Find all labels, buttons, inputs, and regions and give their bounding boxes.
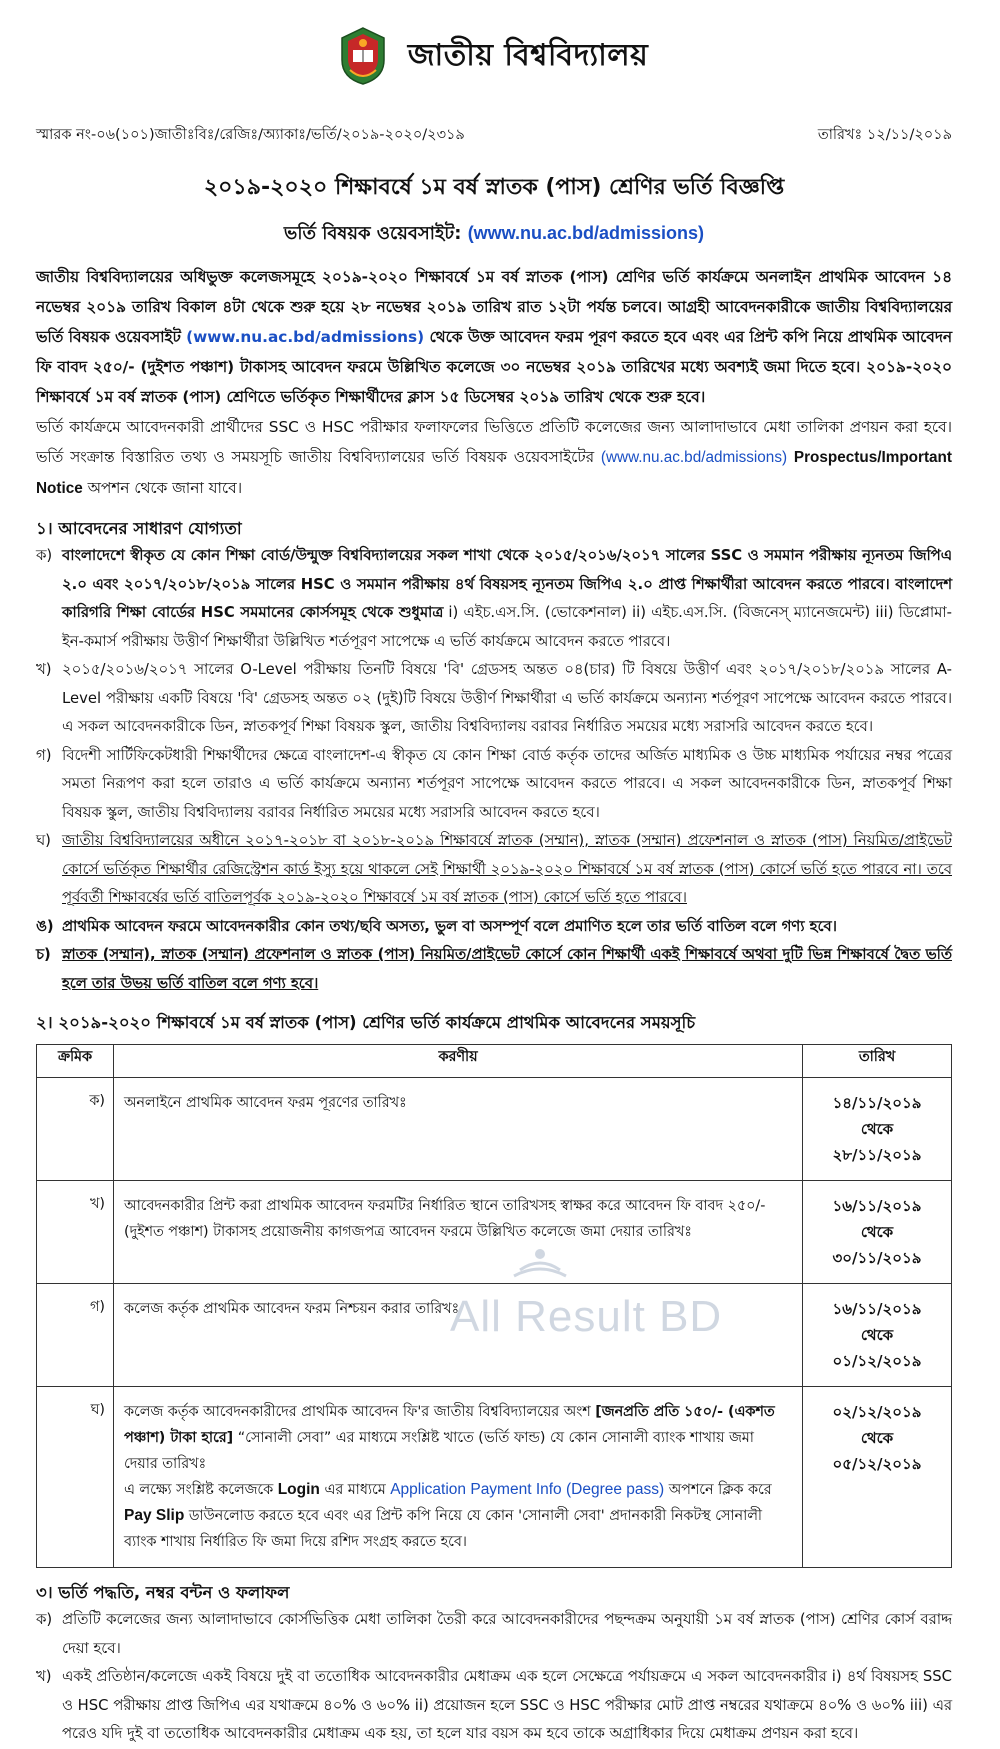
row-index: গ) [37, 1284, 114, 1387]
prospectus-label: Prospectus/Important Notice [36, 449, 952, 497]
notice-title: ২০১৯-২০২০ শিক্ষাবর্ষে ১ম বর্ষ স্নাতক (পাস) শ্রেণির ভর্তি বিজ্ঞপ্তি [203, 175, 785, 200]
end-date: ০৫/১২/২০১৯ [832, 1455, 922, 1473]
row-description: কলেজ কর্তৃক প্রাথমিক আবেদন ফরম নিশ্চয়ন করার তারিখঃ [114, 1284, 803, 1387]
pay-slip-label: Pay Slip [124, 1507, 185, 1524]
website-label: ভর্তি বিষয়ক ওয়েবসাইট: [283, 223, 462, 244]
end-date: ০১/১২/২০১৯ [832, 1352, 922, 1370]
date-separator: থেকে [860, 1120, 894, 1138]
university-logo-icon [340, 26, 386, 86]
login-label: Login [277, 1481, 320, 1498]
intro-text-1: জাতীয় বিশ্ববিদ্যালয়ের অধিভুক্ত কলেজসমূহে ২০১৯-২০২০ শিক্ষাবর্ষে ১ম বর্ষ স্নাতক (পাস) শ্রেণির ভর্তি কার্যক্রমে অনলাইন প্রাথমিক আবেদন ১৪ নভেম্বর ২০১৯ তারিখ বিকাল ৪টা থেকে শুরু হয়ে ২৮ নভেম্বর ২০১৯ তারিখ রাত ১২টা পর্যন্ত চলবে। আগ্রহী আবেদনকারীকে জাতীয় বিশ্ববিদ্যালয়ের ভর্তি বিষয়ক ওয়েবসাইট [36, 268, 952, 346]
item-bold-text: বাংলাদেশে স্বীকৃত যে কোন শিক্ষা বোর্ড/উন্মুক্ত বিশ্ববিদ্যালয়ের সকল শাখা থেকে ২০১৫/২০১৬/২০১৭ সালের SSC ও সমমান পরীক্ষায় ন্যূনতম জিপিএ ২.০ এবং ২০১৭/২০১৮/২০১৯ সালের HSC ও সমমান পরীক্ষায় ৪র্থ বিষয়সহ ন্যূনতম জিপিএ ২.০ প্রাপ্ত শিক্ষার্থীরা আবেদন করতে পারবে। বাংলাদেশ কারিগরি শিক্ষা বোর্ডের HSC সমমানের কোর্সসমূহ থেকে শুধুমাত্র [62, 547, 952, 621]
end-date: ৩০/১১/২০১৯ [832, 1249, 922, 1267]
end-date: ২৮/১১/২০১৯ [832, 1146, 922, 1164]
watermark-text: All Result BD [450, 1292, 723, 1341]
eligibility-item [36, 941, 952, 998]
method-item [36, 1663, 952, 1749]
start-date: ১৪/১১/২০১৯ [832, 1094, 922, 1112]
item-label: চ) [36, 946, 51, 963]
row-date [803, 1181, 952, 1284]
memo-date: তারিখঃ ১২/১১/২০১৯ [817, 127, 952, 143]
item-label: গ) [36, 746, 52, 764]
intro-link-1[interactable]: (www.nu.ac.bd/admissions) [186, 328, 425, 346]
item-text: প্রাথমিক আবেদন ফরমে আবেদনকারীর কোন তথ্য/ছবি অসত্য, ভুল বা অসম্পূর্ণ বলে প্রমাণিত হলে তার ভর্তি বাতিল বলে গণ্য হবে। [62, 917, 837, 935]
table-row [37, 1181, 952, 1284]
row-date [803, 1387, 952, 1568]
method-item [36, 1606, 952, 1663]
item-text: বিদেশী সার্টিফিকেটধারী শিক্ষার্থীদের ক্ষেত্রে বাংলাদেশ-এ স্বীকৃত যে কোন শিক্ষা বোর্ড কর্তৃক তাদের অর্জিত মাধ্যমিক ও উচ্চ মাধ্যমিক পর্যায়ের নম্বর পত্রের সমতা নিরূপণ করা হলে তারাও এ ভর্তি কার্যক্রমে অন্যান্য শর্তপূরণ সাপেক্ষে আবেদন করতে পারবে। এ সকল আবেদনকারীকে ডিন, স্নাতকপূর্ব শিক্ষা বিষয়ক স্কুল, জাতীয় বিশ্ববিদ্যালয় বরাবর নির্ধারিত সময়ের মধ্যে সরাসরি আবেদন করতে হবে। [62, 746, 952, 821]
intro-text-2: ভর্তি কার্যক্রমে আবেদনকারী প্রার্থীদের SSC ও HSC পরীক্ষার ফলাফলের ভিত্তিতে প্রতিটি কলেজের জন্য আলাদাভাবে মেধা তালিকা প্রণয়ন করা হবে। ভর্তি সংক্রান্ত বিস্তারিত তথ্য ও সময়সূচি জাতীয় বিশ্ববিদ্যালয়ের ভর্তি বিষয়ক ওয়েবসাইটের [36, 418, 952, 466]
table-row [37, 1387, 952, 1568]
row-index: খ) [37, 1181, 114, 1284]
row-index: ক) [37, 1078, 114, 1181]
item-text: ২০১৫/২০১৬/২০১৭ সালের O-Level পরীক্ষায় তিনটি বিষয়ে 'বি' গ্রেডসহ অন্তত ০৪(চার) টি বিষয়ে উত্তীর্ণ এবং ২০১৭/২০১৮/২০১৯ সালের A-Level পরীক্ষায় একটি বিষয়ে 'বি' গ্রেডসহ অন্তত ০২ (দুই)টি বিষয়ে উত্তীর্ণ শিক্ষার্থীরা এ ভর্তি কার্যক্রমে অন্যান্য শর্তপূরণ সাপেক্ষে আবেদন করতে পারবে। এ সকল আবেদনকারীকে ডিন, স্নাতকপূর্ব শিক্ষা বিষয়ক স্কুল, জাতীয় বিশ্ববিদ্যালয় বরাবর নির্ধারিত সময়ের মধ্যে সরাসরি আবেদন করতে হবে। [62, 661, 952, 735]
item-text: জাতীয় বিশ্ববিদ্যালয়ের অধীনে ২০১৭-২০১৮ বা ২০১৮-২০১৯ শিক্ষাবর্ষে স্নাতক (সম্মান), স্নাতক (সম্মান) প্রফেশনাল ও স্নাতক (পাস) নিয়মিত/প্রাইভেট কোর্সে ভর্তিকৃত শিক্ষার্থীর রেজিস্ট্রেশন কার্ড ইস্যু হয়ে থাকলে সেই শিক্ষার্থী ২০১৯-২০২০ শিক্ষাবর্ষে ১ম বর্ষ স্নাতক (পাস) কোর্সে ভর্তি হতে পারবে না। তবে পূর্ববর্তী শিক্ষাবর্ষের ভর্তি বাতিলপূর্বক ২০১৯-২০২০ শিক্ষাবর্ষে ১ম বর্ষ স্নাতক (পাস) কোর্সে ভর্তি হতে পারবে। [62, 832, 952, 906]
eligibility-item [36, 542, 952, 656]
item-text [62, 542, 952, 656]
row-description: আবেদনকারীর প্রিন্ট করা প্রাথমিক আবেদন ফরমটির নির্ধারিত স্থানে তারিখসহ স্বাক্ষর করে আবেদন ফি বাবদ ২৫০/- (দুইশত পঞ্চাশ) টাকাসহ প্রয়োজনীয় কাগজপত্র আবেদন ফরমে উল্লিখিত কলেজে জমা দেয়ার তারিখঃ [114, 1181, 803, 1284]
intro-text-1b: থেকে উক্ত আবেদন ফরম পূরণ করতে হবে এবং এর প্রিন্ট কপি নিয়ে প্রাথমিক আবেদন ফি বাবদ ২৫০/- (দুইশত পঞ্চাশ) টাকাসহ আবেদন ফরমে উল্লিখিত কলেজে ৩০ নভেম্বর ২০১৯ তারিখের মধ্যে অবশ্যই জমা দিতে হবে। ২০১৯-২০২০ শিক্ষাবর্ষে ১ম বর্ষ স্নাতক (পাস) শ্রেণিতে ভর্তিকৃত শিক্ষার্থীদের ক্লাস ১৫ ডিসেম্বর ২০১৯ তারিখ থেকে শুরু হবে। [36, 328, 952, 406]
date-separator: থেকে [860, 1223, 894, 1241]
eligibility-item [36, 827, 952, 913]
intro-paragraph-2 [36, 412, 952, 504]
item-label: খ) [36, 661, 52, 678]
table-row [37, 1078, 952, 1181]
application-payment-info-link[interactable]: Application Payment Info (Degree pass) [390, 1481, 665, 1498]
column-header: করণীয় [114, 1045, 803, 1078]
intro-paragraph-1 [36, 262, 952, 412]
row-description: অনলাইনে প্রাথমিক আবেদন ফরম পূরণের তারিখঃ [114, 1078, 803, 1181]
date-separator: থেকে [860, 1326, 894, 1344]
row-description [114, 1387, 803, 1568]
start-date: ১৬/১১/২০১৯ [832, 1197, 922, 1215]
item-plain-text: i) এইচ.এস.সি. (ভোকেশনাল) ii) এইচ.এস.সি. (বিজনেস্ ম্যানেজমেন্ট) iii) ডিপ্লোমা-ইন-কমার্স পরীক্ষায় উত্তীর্ণ শিক্ষার্থীরা উল্লিখিত শর্তপূরণ সাপেক্ষে এ ভর্তি কার্যক্রমে আবেদন করতে পারবে। [62, 604, 952, 650]
start-date: ০২/১২/২০১৯ [832, 1403, 922, 1421]
watermark-book-icon [510, 1246, 570, 1286]
university-name: জাতীয় বিশ্ববিদ্যালয় [407, 37, 649, 73]
item-text: প্রতিটি কলেজের জন্য আলাদাভাবে কোর্সভিত্তিক মেধা তালিকা তৈরী করে আবেদনকারীদের পছন্দক্রম অনুযায়ী ১ম বর্ষ স্নাতক (পাস) শ্রেণির কোর্স বরাদ্দ দেয়া হবে। [62, 1611, 952, 1657]
eligibility-item [36, 742, 952, 828]
section-3-heading: ৩। ভর্তি পদ্ধতি, নম্বর বন্টন ও ফলাফল [36, 1583, 290, 1602]
section-1-heading: ১। আবেদনের সাধারণ যোগ্যতা [36, 519, 242, 538]
item-text: একই প্রতিষ্ঠান/কলেজে একই বিষয়ে দুই বা ততোধিক আবেদনকারীর মেধাক্রম এক হলে সেক্ষেত্রে পর্যায়ক্রমে এ সকল আবেদনকারীর i) ৪র্থ বিষয়সহ SSC ও HSC পরীক্ষায় প্রাপ্ত জিপিএ এর যথাক্রমে ৪০% ও ৬০% ii) প্রয়োজন হলে SSC ও HSC পরীক্ষার মোট প্রাপ্ত নম্বরের যথাক্রমে ৪০% ও ৬০% iii) এর পরেও যদি দুই বা ততোধিক আবেদনকারীর মেধাক্রম এক হয়, তা হলে যার বয়স কম হবে তাকে অগ্রাধিকার দিয়ে মেধাক্রম প্রণয়ন করা হবে। [62, 1668, 952, 1742]
eligibility-item [36, 913, 952, 942]
website-line [36, 219, 952, 250]
intro-text-2b: অপশন থেকে জানা যাবে। [87, 479, 243, 497]
desc-text: “সোনালী সেবা” এর মাধ্যমে সংশ্লিষ্ট খাতে (ভর্তি ফান্ড) যে কোন সোনালী ব্যাংক শাখায় জমা দেয়ার তারিখঃ [124, 1430, 754, 1472]
item-label: ঘ) [36, 832, 51, 849]
start-date: ১৬/১১/২০১৯ [832, 1300, 922, 1318]
column-header: ক্রমিক [37, 1045, 114, 1078]
item-label: খ) [36, 1668, 52, 1685]
desc-text: কলেজ কর্তৃক আবেদনকারীদের প্রাথমিক আবেদন ফি'র জাতীয় বিশ্ববিদ্যালয়ের অংশ [124, 1404, 591, 1420]
desc-text: এ লক্ষ্যে সংশ্লিষ্ট কলেজকে [124, 1482, 274, 1498]
section-2-heading: ২। ২০১৯-২০২০ শিক্ষাবর্ষে ১ম বর্ষ স্নাতক (পাস) শ্রেণির ভর্তি কার্যক্রমে প্রাথমিক আবেদনের সময়সূচি [36, 1013, 696, 1032]
desc-text: এর মাধ্যমে [324, 1482, 386, 1498]
row-date [803, 1284, 952, 1387]
row-date [803, 1078, 952, 1181]
intro-link-2[interactable]: (www.nu.ac.bd/admissions) [600, 449, 788, 466]
letterhead [36, 0, 952, 94]
desc-text: অপশনে ক্লিক করে [668, 1482, 772, 1498]
memo-number: স্মারক নং-০৬(১০১)জাতীঃবিঃ/রেজিঃ/অ্যাকাঃ/ভর্তি/২০১৯-২০২০/২৩১৯ [36, 127, 465, 143]
date-separator: থেকে [860, 1429, 894, 1447]
item-label: ক) [36, 1611, 53, 1628]
row-index: ঘ) [37, 1387, 114, 1568]
item-label: ক) [36, 547, 53, 564]
website-link[interactable]: (www.nu.ac.bd/admissions) [467, 223, 705, 243]
memo-row [36, 124, 952, 148]
item-label: ঙ) [36, 917, 54, 935]
column-header: তারিখ [803, 1045, 952, 1078]
eligibility-item [36, 656, 952, 742]
desc-text: ডাউনলোড করতে হবে এবং এর প্রিন্ট কপি নিয়ে যে কোন 'সোনালী সেবা' প্রদানকারী নিকটস্থ সোনালী ব্যাংক শাখায় নির্ধারিত ফি জমা দিয়ে রশিদ সংগ্রহ করতে হবে। [124, 1508, 762, 1550]
fee-rate-text: [জনপ্রতি প্রতি ১৫০/- (একশত পঞ্চাশ) টাকা হারে] [124, 1404, 775, 1446]
table-header-row [37, 1045, 952, 1078]
item-text: স্নাতক (সম্মান), স্নাতক (সম্মান) প্রফেশনাল ও স্নাতক (পাস) নিয়মিত/প্রাইভেট কোর্সে কোন শিক্ষার্থী একই শিক্ষাবর্ষে অথবা দুটি ভিন্ন শিক্ষাবর্ষে দ্বৈত ভর্তি হলে তার উভয় ভর্তি বাতিল বলে গণ্য হবে। [62, 946, 952, 992]
